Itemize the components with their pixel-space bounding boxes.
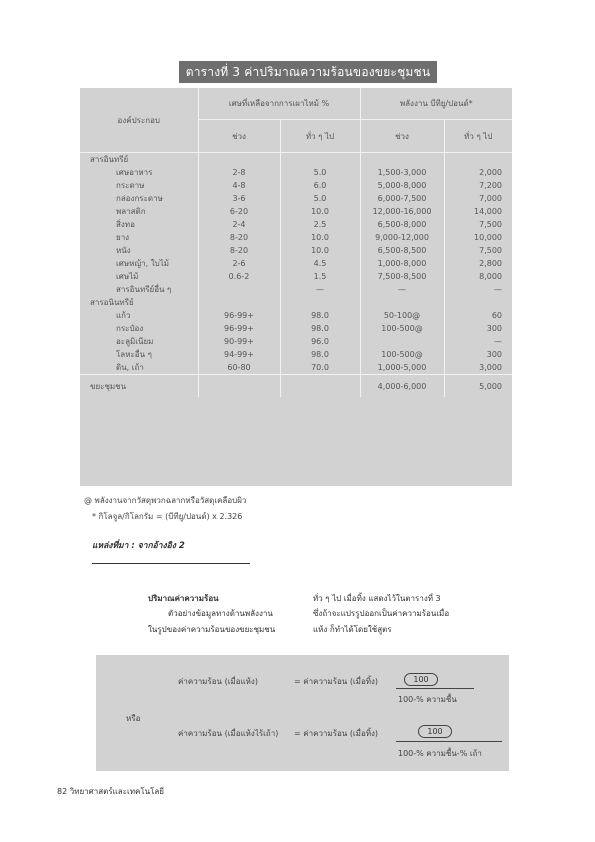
- residue-general: 98.0: [280, 309, 360, 322]
- body-left-line1: ตัวอย่างข้อมูลทางด้านพลังงาน: [168, 609, 273, 618]
- table-title: ตารางที่ 3 ค่าปริมาณความร้อนของขยะชุมชน: [179, 61, 437, 83]
- body-right-line1: ทั่ว ๆ ไป เมื่อทิ้ง แสดงไว้ในตารางที่ 3: [313, 594, 441, 603]
- residue-general: 5.0: [280, 192, 360, 205]
- col-component-header: องค์ประกอบ: [80, 88, 198, 153]
- residue-range: 2-4: [198, 218, 280, 231]
- sub-general-header: ทั่ว ๆ ไป: [280, 120, 360, 153]
- energy-general: 7,000: [479, 194, 503, 203]
- table-row: [80, 335, 512, 348]
- total-energy-range: 4,000-6,000: [360, 375, 444, 398]
- energy-range: 12,000-16,000: [360, 205, 444, 218]
- residue-range: 94-99+: [198, 348, 280, 361]
- residue-general: 6.0: [280, 179, 360, 192]
- residue-range: 96-99+: [198, 322, 280, 335]
- col-energy-header: พลังงาน บีทียู/ปอนด์*: [360, 88, 512, 120]
- energy-general: 14,000: [474, 207, 503, 216]
- residue-range: 0.6-2: [198, 270, 280, 283]
- energy-general: —: [494, 337, 503, 346]
- component-name: สารอินทรีย์อื่น ๆ: [80, 283, 198, 296]
- residue-range: [198, 283, 280, 296]
- component-name: กระป๋อง: [80, 322, 198, 335]
- residue-range: 4-8: [198, 179, 280, 192]
- residue-general: 2.5: [280, 218, 360, 231]
- component-name: กระดาษ: [80, 179, 198, 192]
- or-label: หรือ: [126, 714, 141, 723]
- residue-general: —: [280, 283, 360, 296]
- energy-general: 3,000: [479, 363, 503, 372]
- residue-range: 8-20: [198, 244, 280, 257]
- energy-range: 1,000-5,000: [360, 361, 444, 375]
- residue-general: 10.0: [280, 205, 360, 218]
- residue-general: 1.5: [280, 270, 360, 283]
- component-name: ดิน, เถ้า: [80, 361, 198, 375]
- table-row: [80, 166, 512, 179]
- component-name: อะลูมิเนียม: [80, 335, 198, 348]
- total-row: [80, 375, 512, 398]
- table-row: [80, 257, 512, 270]
- formula1-mid: = ค่าความร้อน (เมื่อทิ้ง): [294, 677, 379, 686]
- energy-range: 5,000-8,000: [360, 179, 444, 192]
- formula1-numerator: 100: [404, 673, 438, 686]
- component-name: เศษอาหาร: [80, 166, 198, 179]
- energy-general: 7,500: [479, 246, 503, 255]
- fraction-bar: [396, 688, 474, 689]
- energy-general: 8,000: [479, 272, 503, 281]
- table-group-row: [80, 153, 512, 167]
- table-group-row: [80, 296, 512, 309]
- empty-cell: [198, 153, 280, 167]
- energy-general: 7,200: [479, 181, 503, 190]
- energy-range: 100-500@: [360, 322, 444, 335]
- energy-range: 6,000-7,500: [360, 192, 444, 205]
- residue-range: 2-6: [198, 257, 280, 270]
- formula1-left: ค่าความร้อน (เมื่อแห้ง): [178, 677, 258, 686]
- residue-range: 90-99+: [198, 335, 280, 348]
- energy-general: 300: [486, 324, 503, 333]
- energy-range: [360, 335, 444, 348]
- residue-general: 98.0: [280, 348, 360, 361]
- formula2-numerator: 100: [418, 725, 452, 738]
- table-row: [80, 361, 512, 375]
- component-name: พลาสติก: [80, 205, 198, 218]
- table-row: [80, 218, 512, 231]
- component-name: หนัง: [80, 244, 198, 257]
- energy-range: —: [360, 283, 444, 296]
- body-left-line2: ในรูปของค่าความร้อนของขยะชุมชน: [148, 625, 276, 634]
- formula-box: [96, 655, 509, 771]
- table-row: [80, 231, 512, 244]
- empty-cell: [360, 296, 444, 309]
- energy-range: 100-500@: [360, 348, 444, 361]
- empty-cell: [280, 375, 360, 398]
- energy-range: 1,000-8,000: [360, 257, 444, 270]
- residue-general: 98.0: [280, 322, 360, 335]
- table-row: [80, 244, 512, 257]
- energy-general: 60: [491, 311, 503, 320]
- component-name: ยาง: [80, 231, 198, 244]
- energy-general: 2,800: [479, 259, 503, 268]
- component-name: สิ่งทอ: [80, 218, 198, 231]
- component-name: โลหะอื่น ๆ: [80, 348, 198, 361]
- formula1-denominator: 100-% ความชื้น: [398, 695, 457, 704]
- divider: [92, 563, 250, 564]
- sub-general-header: ทั่ว ๆ ไป: [444, 120, 512, 153]
- residue-general: 10.0: [280, 244, 360, 257]
- note-at: @ พลังงานจากวัสดุพวกฉลากหรือวัสดุเคลือบผิว: [84, 496, 247, 505]
- residue-general: 5.0: [280, 166, 360, 179]
- empty-cell: [444, 153, 512, 167]
- table-row: [80, 270, 512, 283]
- total-energy-general: 5,000: [444, 375, 512, 398]
- table-row: [80, 348, 512, 361]
- table-row: [80, 192, 512, 205]
- residue-general: 70.0: [280, 361, 360, 375]
- energy-general: 7,500: [479, 220, 503, 229]
- empty-cell: [280, 153, 360, 167]
- table-row: [80, 205, 512, 218]
- heat-value-table: [80, 88, 512, 486]
- formula2-left: ค่าความร้อน (เมื่อแห้งไร้เถ้า): [178, 729, 279, 738]
- formula2-mid: = ค่าความร้อน (เมื่อทิ้ง): [294, 729, 379, 738]
- residue-range: 8-20: [198, 231, 280, 244]
- component-name: กล่องกระดาษ: [80, 192, 198, 205]
- empty-cell: [198, 296, 280, 309]
- section-heading: ปริมาณค่าความร้อน: [148, 594, 219, 603]
- table-row: [80, 179, 512, 192]
- component-name: เศษหญ้า, ใบไม้: [80, 257, 198, 270]
- residue-range: 2-8: [198, 166, 280, 179]
- group-inorganic-label: สารอนินทรีย์: [80, 296, 198, 309]
- residue-general: 10.0: [280, 231, 360, 244]
- residue-range: 60-80: [198, 361, 280, 375]
- sub-range-header: ช่วง: [360, 120, 444, 153]
- energy-range: 6,500-8,500: [360, 244, 444, 257]
- empty-cell: [444, 296, 512, 309]
- energy-range: 50-100@: [360, 309, 444, 322]
- empty-cell: [360, 153, 444, 167]
- component-name: แก้ว: [80, 309, 198, 322]
- residue-range: 96-99+: [198, 309, 280, 322]
- residue-general: 96.0: [280, 335, 360, 348]
- energy-general: 300: [486, 350, 503, 359]
- empty-cell: [198, 375, 280, 398]
- residue-range: 6-20: [198, 205, 280, 218]
- source-line: แหล่งที่มา : จากอ้างอิง 2: [92, 541, 185, 551]
- body-right-line3: แห้ง ก็ทำได้โดยใช้สูตร: [313, 625, 392, 634]
- residue-general: 4.5: [280, 257, 360, 270]
- energy-general: —: [494, 285, 503, 294]
- sub-range-header: ช่วง: [198, 120, 280, 153]
- energy-general: 2,000: [479, 168, 503, 177]
- residue-range: 3-6: [198, 192, 280, 205]
- fraction-bar: [396, 741, 502, 742]
- energy-range: 7,500-8,500: [360, 270, 444, 283]
- empty-cell: [280, 296, 360, 309]
- note-star: * กิโลจูล/กิโลกรัม = (บีทียู/ปอนด์) x 2.326: [92, 512, 243, 521]
- table-row: [80, 283, 512, 296]
- energy-general: 10,000: [474, 233, 503, 242]
- table-row: [80, 322, 512, 335]
- total-label: ขยะชุมชน: [80, 375, 198, 398]
- group-organic-label: สารอินทรีย์: [80, 153, 198, 167]
- energy-range: 9,000-12,000: [360, 231, 444, 244]
- body-right-line2: ซึ่งถ้าจะแปรรูปออกเป็นค่าความร้อนเมื่อ: [313, 609, 450, 618]
- table-row: [80, 309, 512, 322]
- energy-range: 6,500-8,000: [360, 218, 444, 231]
- col-residue-header: เศษที่เหลือจากการเผาไหม้ %: [198, 88, 360, 120]
- component-name: เศษไม้: [80, 270, 198, 283]
- page-footer: 82 วิทยาศาสตร์และเทคโนโลยี: [57, 787, 164, 796]
- energy-range: 1,500-3,000: [360, 166, 444, 179]
- formula2-denominator: 100-% ความชื้น-% เถ้า: [398, 749, 482, 758]
